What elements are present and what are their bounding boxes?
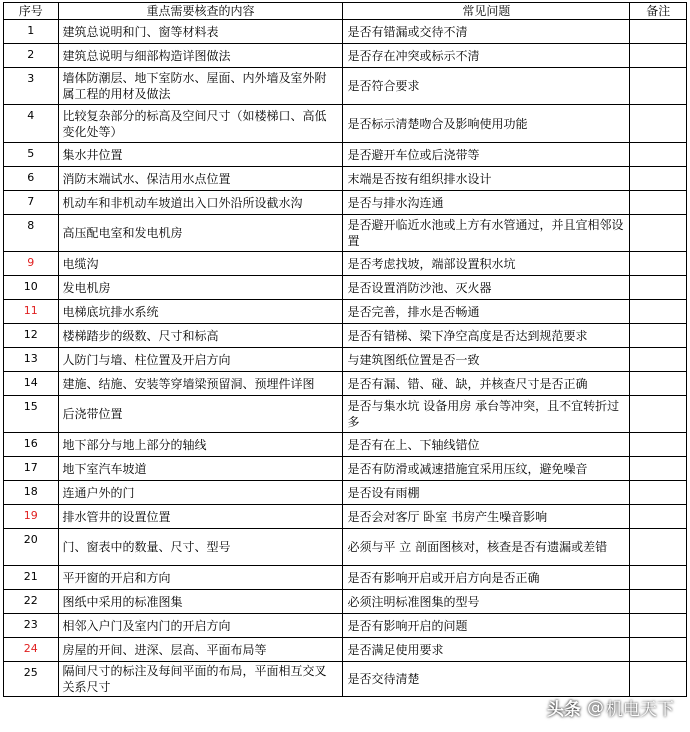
row-note <box>630 252 687 276</box>
row-note <box>630 396 687 433</box>
row-note <box>630 505 687 529</box>
row-note <box>630 215 687 252</box>
row-issue: 是否避开临近水池或上方有水管通过，并且宜相邻设置 <box>343 215 630 252</box>
watermark-logo: 头条 <box>547 700 581 720</box>
row-item: 地下室汽车坡道 <box>58 457 343 481</box>
row-note <box>630 638 687 662</box>
row-issue: 是否有防滑或减速措施宜采用压纹，避免噪音 <box>343 457 630 481</box>
row-note <box>630 191 687 215</box>
table-row <box>4 662 687 697</box>
row-item: 相邻入户门及室内门的开启方向 <box>58 614 343 638</box>
row-issue: 是否有影响开启的问题 <box>343 614 630 638</box>
table-row <box>4 481 687 505</box>
row-number: 24 <box>4 638 59 662</box>
row-number: 2 <box>4 44 59 68</box>
row-issue: 是否考虑找坡，端部设置积水坑 <box>343 252 630 276</box>
row-item: 房屋的开间、进深、层高、平面布局等 <box>58 638 343 662</box>
table-header-row <box>4 3 687 20</box>
row-number: 7 <box>4 191 59 215</box>
watermark-at: @ <box>587 697 604 718</box>
table-row <box>4 44 687 68</box>
row-number: 16 <box>4 433 59 457</box>
table-row <box>4 566 687 590</box>
table-row <box>4 68 687 105</box>
row-item: 门、窗表中的数量、尺寸、型号 <box>58 529 343 566</box>
row-number: 11 <box>4 300 59 324</box>
header-note: 备注 <box>630 3 687 20</box>
table-row <box>4 252 687 276</box>
row-issue: 是否会对客厅 卧室 书房产生噪音影响 <box>343 505 630 529</box>
row-number: 21 <box>4 566 59 590</box>
row-number: 13 <box>4 348 59 372</box>
row-note <box>630 44 687 68</box>
row-item: 消防末端试水、保洁用水点位置 <box>58 167 343 191</box>
table-row <box>4 324 687 348</box>
row-note <box>630 372 687 396</box>
row-item: 地下部分与地上部分的轴线 <box>58 433 343 457</box>
row-item: 人防门与墙、柱位置及开启方向 <box>58 348 343 372</box>
row-issue: 是否存在冲突或标示不清 <box>343 44 630 68</box>
row-note <box>630 167 687 191</box>
table-row <box>4 105 687 143</box>
table-row <box>4 457 687 481</box>
row-item: 高压配电室和发电机房 <box>58 215 343 252</box>
row-number: 25 <box>4 662 59 697</box>
table-row <box>4 348 687 372</box>
table-row <box>4 167 687 191</box>
row-issue: 是否避开车位或后浇带等 <box>343 143 630 167</box>
row-item: 连通户外的门 <box>58 481 343 505</box>
row-issue: 是否完善，排水是否畅通 <box>343 300 630 324</box>
row-number: 10 <box>4 276 59 300</box>
row-item: 平开窗的开启和方向 <box>58 566 343 590</box>
table-row <box>4 191 687 215</box>
row-number: 1 <box>4 20 59 44</box>
row-issue: 是否符合要求 <box>343 68 630 105</box>
row-number: 5 <box>4 143 59 167</box>
row-number: 12 <box>4 324 59 348</box>
row-item: 楼梯踏步的级数、尺寸和标高 <box>58 324 343 348</box>
row-issue: 是否有在上、下轴线错位 <box>343 433 630 457</box>
row-item: 发电机房 <box>58 276 343 300</box>
table-row <box>4 638 687 662</box>
row-number: 8 <box>4 215 59 252</box>
row-issue: 是否有影响开启或开启方向是否正确 <box>343 566 630 590</box>
row-number: 4 <box>4 105 59 143</box>
row-issue: 是否满足使用要求 <box>343 638 630 662</box>
table-row <box>4 529 687 566</box>
header-item: 重点需要核查的内容 <box>58 3 343 20</box>
table-row <box>4 590 687 614</box>
row-note <box>630 324 687 348</box>
row-note <box>630 105 687 143</box>
table-row <box>4 396 687 433</box>
row-number: 23 <box>4 614 59 638</box>
row-number: 6 <box>4 167 59 191</box>
row-item: 排水管井的设置位置 <box>58 505 343 529</box>
row-note <box>630 566 687 590</box>
row-item: 电梯底坑排水系统 <box>58 300 343 324</box>
row-note <box>630 348 687 372</box>
row-number: 19 <box>4 505 59 529</box>
row-note <box>630 457 687 481</box>
row-number: 3 <box>4 68 59 105</box>
inspection-table <box>3 2 687 697</box>
row-item: 建筑总说明与细部构造详图做法 <box>58 44 343 68</box>
row-number: 20 <box>4 529 59 566</box>
row-note <box>630 662 687 697</box>
watermark <box>547 695 674 720</box>
header-issue: 常见问题 <box>343 3 630 20</box>
row-issue: 是否与集水坑 设备用房 承台等冲突，且不宜转折过多 <box>343 396 630 433</box>
table-row <box>4 215 687 252</box>
row-note <box>630 433 687 457</box>
row-note <box>630 529 687 566</box>
row-note <box>630 590 687 614</box>
table-row <box>4 372 687 396</box>
table-row <box>4 505 687 529</box>
table-row <box>4 300 687 324</box>
row-issue: 是否交待清楚 <box>343 662 630 697</box>
row-issue: 是否有漏、错、碰、缺，并核查尺寸是否正确 <box>343 372 630 396</box>
row-number: 17 <box>4 457 59 481</box>
row-issue: 必须注明标准图集的型号 <box>343 590 630 614</box>
row-number: 15 <box>4 396 59 433</box>
row-issue: 是否有错漏或交待不清 <box>343 20 630 44</box>
row-item: 机动车和非机动车坡道出入口外沿所设截水沟 <box>58 191 343 215</box>
header-num: 序号 <box>4 3 59 20</box>
row-note <box>630 143 687 167</box>
row-note <box>630 481 687 505</box>
row-issue: 是否设置消防沙池、灭火器 <box>343 276 630 300</box>
row-number: 9 <box>4 252 59 276</box>
watermark-author: 机电天下 <box>606 700 674 720</box>
row-issue: 与建筑图纸位置是否一致 <box>343 348 630 372</box>
row-number: 14 <box>4 372 59 396</box>
row-item: 后浇带位置 <box>58 396 343 433</box>
row-item: 建筑总说明和门、窗等材料表 <box>58 20 343 44</box>
row-issue: 末端是否按有组织排水设计 <box>343 167 630 191</box>
row-issue: 是否设有雨棚 <box>343 481 630 505</box>
row-note <box>630 300 687 324</box>
row-note <box>630 68 687 105</box>
table-row <box>4 433 687 457</box>
row-note <box>630 276 687 300</box>
table-row <box>4 20 687 44</box>
table-row <box>4 143 687 167</box>
row-item: 集水井位置 <box>58 143 343 167</box>
row-issue: 是否有错梯、梁下净空高度是否达到规范要求 <box>343 324 630 348</box>
row-item: 比较复杂部分的标高及空间尺寸（如楼梯口、高低变化处等） <box>58 105 343 143</box>
row-item: 建施、结施、安装等穿墙梁预留洞、预埋件详图 <box>58 372 343 396</box>
row-note <box>630 614 687 638</box>
row-item: 墙体防潮层、地下室防水、屋面、内外墙及室外附属工程的用材及做法 <box>58 68 343 105</box>
table-row <box>4 276 687 300</box>
row-issue: 是否与排水沟连通 <box>343 191 630 215</box>
table-row <box>4 614 687 638</box>
row-number: 22 <box>4 590 59 614</box>
row-note <box>630 20 687 44</box>
row-issue: 必须与平 立 剖面图核对，核查是否有遗漏或差错 <box>343 529 630 566</box>
row-issue: 是否标示清楚吻合及影响使用功能 <box>343 105 630 143</box>
row-item: 电缆沟 <box>58 252 343 276</box>
row-item: 图纸中采用的标准图集 <box>58 590 343 614</box>
row-number: 18 <box>4 481 59 505</box>
row-item: 隔间尺寸的标注及每间平面的布局，平面相互交叉关系尺寸 <box>58 662 343 697</box>
